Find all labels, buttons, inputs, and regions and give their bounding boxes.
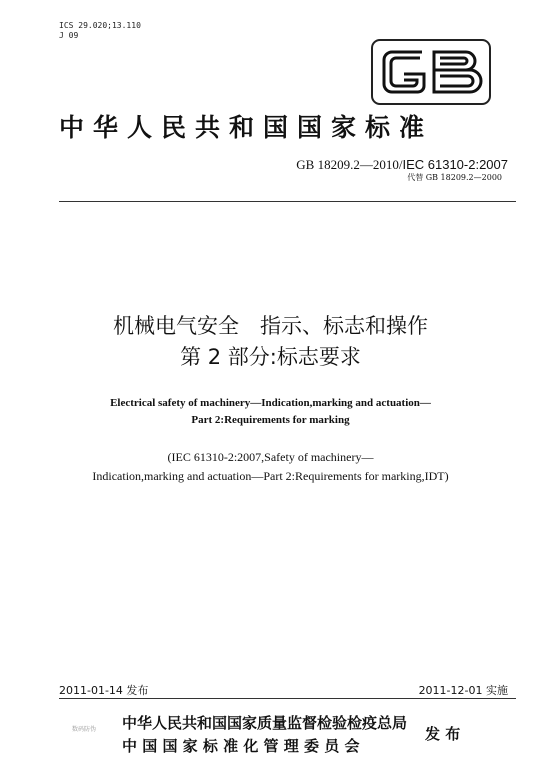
ccs-code: J 09 bbox=[59, 31, 79, 40]
title-cn-line1: 机械电气安全 指示、标志和操作 bbox=[113, 314, 428, 338]
gb-logo-g bbox=[384, 52, 424, 92]
standard-number bbox=[296, 157, 508, 173]
iec-reference-line1: (IEC 61310-2:2007,Safety of machinery— bbox=[167, 450, 374, 464]
standard-number-gb: GB 18209.2—2010/ bbox=[296, 157, 403, 172]
ics-code: ICS 29.020;13.110 bbox=[59, 21, 141, 30]
issuer-sac: 中 国 国 家 标 准 化 管 理 委 员 会 bbox=[122, 737, 360, 755]
gb-logo bbox=[370, 34, 492, 110]
title-en-line1: Electrical safety of machinery—Indication,marking and actuation— bbox=[110, 397, 431, 409]
gb-logo-b bbox=[434, 52, 481, 92]
standard-type-title: 中华人民共和国国家标准 bbox=[59, 113, 434, 142]
iec-reference-line2: Indication,marking and actuation—Part 2:Requirements for marking,IDT) bbox=[92, 469, 449, 483]
issuer-aqsiq: 中华人民共和国国家质量监督检验检疫总局 bbox=[122, 714, 408, 732]
replaces-standard: 代替 GB 18209.2—2000 bbox=[407, 173, 502, 182]
top-divider bbox=[59, 201, 516, 202]
classification-codes bbox=[59, 21, 141, 41]
bottom-divider bbox=[59, 698, 516, 699]
issue-word: 发 布 bbox=[425, 725, 461, 743]
title-cn-line2: 第 2 部分:标志要求 bbox=[180, 345, 361, 369]
publish-date: 2011-01-14 发布 bbox=[59, 684, 149, 697]
anti-counterfeit-mark: 数码防伪 bbox=[72, 726, 97, 733]
effective-date: 2011-12-01 实施 bbox=[418, 684, 508, 697]
title-en-line2: Part 2:Requirements for marking bbox=[191, 414, 350, 426]
standard-number-iec: IEC 61310-2:2007 bbox=[402, 157, 508, 172]
